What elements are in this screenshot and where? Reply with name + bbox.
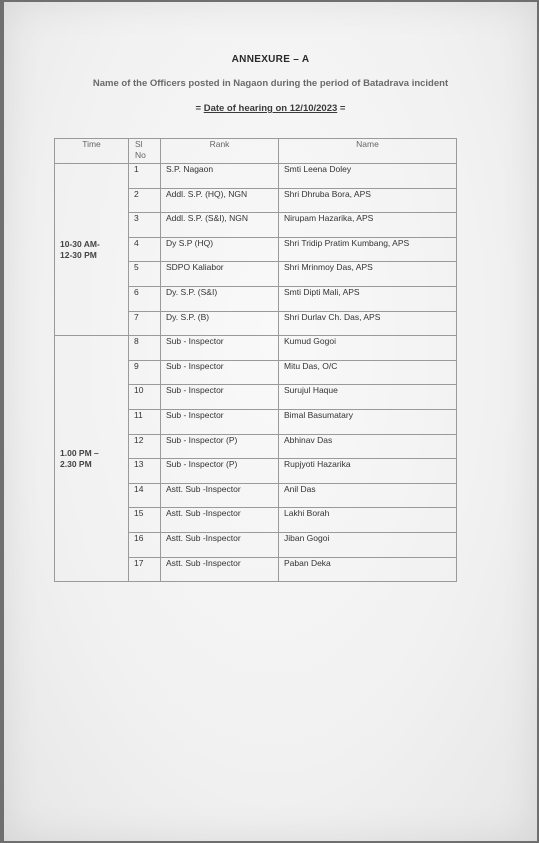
officer-name-cell: Mitu Das, O/C bbox=[279, 360, 457, 385]
rank-cell: Astt. Sub -Inspector bbox=[161, 483, 279, 508]
sl-no-cell: 15 bbox=[129, 508, 161, 533]
rank-cell: Astt. Sub -Inspector bbox=[161, 532, 279, 557]
sl-no-cell: 16 bbox=[129, 532, 161, 557]
sl-no-cell: 9 bbox=[129, 360, 161, 385]
rank-cell: Dy. S.P. (S&I) bbox=[161, 286, 279, 311]
header-sl-no: Sl No bbox=[129, 139, 161, 164]
rank-cell: Sub - Inspector bbox=[161, 385, 279, 410]
rank-cell: Sub - Inspector bbox=[161, 336, 279, 361]
table-row bbox=[55, 164, 457, 189]
sl-no-cell: 11 bbox=[129, 409, 161, 434]
officer-name-cell: Lakhi Borah bbox=[279, 508, 457, 533]
sl-no-cell: 12 bbox=[129, 434, 161, 459]
rank-cell: Sub - Inspector (P) bbox=[161, 459, 279, 484]
sl-no-cell: 17 bbox=[129, 557, 161, 582]
hearing-date-line bbox=[4, 103, 537, 114]
sl-no-cell: 10 bbox=[129, 385, 161, 410]
officer-name-cell: Surujul Haque bbox=[279, 385, 457, 410]
officer-name-cell: Smti Leena Doley bbox=[279, 164, 457, 189]
officer-name-cell: Shri Mrinmoy Das, APS bbox=[279, 262, 457, 287]
officer-name-cell: Kumud Gogoi bbox=[279, 336, 457, 361]
annexure-heading: ANNEXURE – A bbox=[231, 54, 310, 65]
sl-no-cell: 1 bbox=[129, 164, 161, 189]
sl-no-cell: 3 bbox=[129, 213, 161, 238]
sl-no-cell: 13 bbox=[129, 459, 161, 484]
header-rank: Rank bbox=[161, 139, 279, 164]
rank-cell: Astt. Sub -Inspector bbox=[161, 508, 279, 533]
rank-cell: Dy. S.P. (B) bbox=[161, 311, 279, 336]
officer-name-cell: Anil Das bbox=[279, 483, 457, 508]
hearing-suffix: = bbox=[337, 103, 346, 114]
sl-no-cell: 7 bbox=[129, 311, 161, 336]
rank-cell: Sub - Inspector bbox=[161, 409, 279, 434]
officer-name-cell: Paban Deka bbox=[279, 557, 457, 582]
officer-name-cell: Smti Dipti Mali, APS bbox=[279, 286, 457, 311]
rank-cell: Sub - Inspector bbox=[161, 360, 279, 385]
rank-cell: Addl. S.P. (HQ), NGN bbox=[161, 188, 279, 213]
officer-name-cell: Jiban Gogoi bbox=[279, 532, 457, 557]
sl-no-cell: 4 bbox=[129, 237, 161, 262]
rank-cell: S.P. Nagaon bbox=[161, 164, 279, 189]
rank-cell: Addl. S.P. (S&I), NGN bbox=[161, 213, 279, 238]
document-subtitle: Name of the Officers posted in Nagaon during the period of Batadrava incident bbox=[92, 78, 449, 89]
sl-no-cell: 5 bbox=[129, 262, 161, 287]
sl-no-cell: 14 bbox=[129, 483, 161, 508]
officer-name-cell: Shri Dhruba Bora, APS bbox=[279, 188, 457, 213]
rank-cell: Sub - Inspector (P) bbox=[161, 434, 279, 459]
hearing-prefix: = bbox=[195, 103, 204, 114]
officers-table bbox=[54, 138, 457, 582]
officer-name-cell: Rupjyoti Hazarika bbox=[279, 459, 457, 484]
table-body bbox=[55, 164, 457, 582]
rank-cell: Astt. Sub -Inspector bbox=[161, 557, 279, 582]
officer-name-cell: Shri Tridip Pratim Kumbang, APS bbox=[279, 237, 457, 262]
document-page bbox=[4, 2, 537, 841]
header-time: Time bbox=[55, 139, 129, 164]
officer-name-cell: Bimal Basumatary bbox=[279, 409, 457, 434]
sl-no-cell: 8 bbox=[129, 336, 161, 361]
officer-name-cell: Abhinav Das bbox=[279, 434, 457, 459]
sl-no-cell: 2 bbox=[129, 188, 161, 213]
time-slot-cell: 1.00 PM – 2.30 PM bbox=[55, 336, 129, 582]
hearing-date-label: Date of hearing on 12/10/2023 bbox=[203, 103, 338, 114]
officer-name-cell: Shri Durlav Ch. Das, APS bbox=[279, 311, 457, 336]
sl-no-cell: 6 bbox=[129, 286, 161, 311]
officer-name-cell: Nirupam Hazarika, APS bbox=[279, 213, 457, 238]
time-slot-cell: 10-30 AM- 12-30 PM bbox=[55, 164, 129, 336]
rank-cell: SDPO Kaliabor bbox=[161, 262, 279, 287]
table-row bbox=[55, 336, 457, 361]
header-name: Name bbox=[279, 139, 457, 164]
rank-cell: Dy S.P (HQ) bbox=[161, 237, 279, 262]
table-header-row bbox=[55, 139, 457, 164]
